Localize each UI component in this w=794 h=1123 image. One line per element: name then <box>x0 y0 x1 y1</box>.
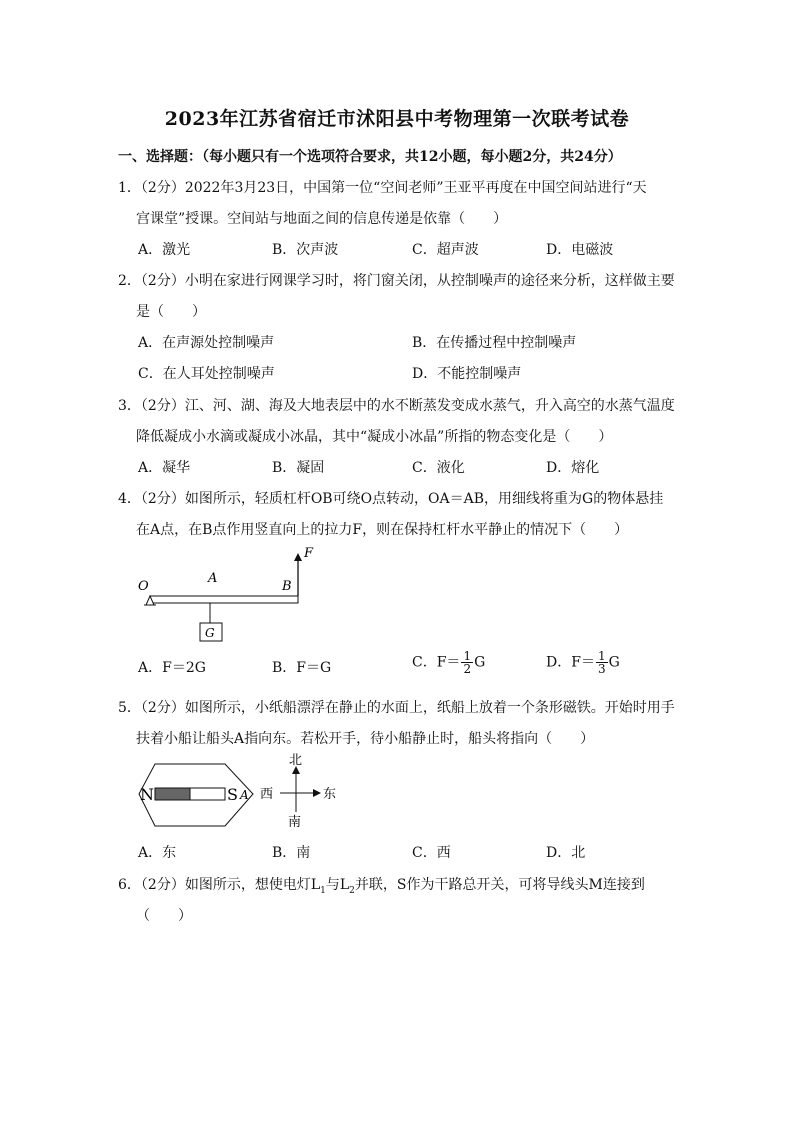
q5-option-d: D．北 <box>546 845 586 861</box>
magnet-light-half <box>190 788 225 800</box>
q2-option-a: A．在声源处控制噪声 <box>138 335 275 351</box>
q4-option-d <box>546 650 620 675</box>
q2-option-b: B．在传播过程中控制噪声 <box>412 335 577 351</box>
label-g: G <box>205 626 215 640</box>
q6-sub-2: 2 <box>349 885 355 896</box>
q1-option-b: B．次声波 <box>272 242 339 258</box>
label-o: O <box>138 579 149 594</box>
boat-compass-figure <box>135 752 350 832</box>
q1-text-line2: 宫课堂”授课。空间站与地面之间的信息传递是依靠（ ） <box>136 211 508 227</box>
lever-bar <box>150 596 298 603</box>
q3-text-line2: 降低凝成小水滴或凝成小冰晶，其中“凝成小冰晶”所指的物态变化是（ ） <box>136 429 613 445</box>
boat-head-label: A <box>240 788 249 802</box>
compass-east-label: 东 <box>323 787 337 802</box>
q6-text-line1 <box>118 874 645 896</box>
magnet-s-label: S <box>227 785 238 804</box>
lever-figure <box>130 545 330 645</box>
q4-option-c-suffix: G <box>474 654 486 671</box>
q4-option-d-prefix: D．F＝ <box>546 654 595 671</box>
q3-option-d: D．熔化 <box>546 460 600 476</box>
label-f: F <box>304 546 314 561</box>
compass-west-label: 西 <box>260 787 274 802</box>
q3-option-c: C．液化 <box>412 460 465 476</box>
q4-option-c-fraction <box>461 650 473 675</box>
q5-text-line1: 5．（2分）如图所示，小纸船漂浮在静止的水面上，纸船上放着一个条形磁铁。开始时用手 <box>118 700 675 716</box>
q3-option-a: A．凝华 <box>138 460 191 476</box>
q2-option-c: C．在人耳处控制噪声 <box>138 366 275 382</box>
q6-text-line2: （ ） <box>136 908 192 924</box>
q4-option-d-denominator: 3 <box>597 662 606 676</box>
q1-option-a: A．激光 <box>138 242 191 258</box>
q2-option-d: D．不能控制噪声 <box>412 366 522 382</box>
q4-option-b: B．F＝G <box>272 660 332 676</box>
q6-sub-1: 1 <box>320 885 326 896</box>
q5-option-b: B．南 <box>272 845 311 861</box>
q4-option-a: A．F＝2G <box>138 660 206 676</box>
q5-option-a: A．东 <box>138 845 177 861</box>
q4-text-line2: 在A点，在B点作用竖直向上的拉力F，则在保持杠杆水平静止的情况下（ ） <box>136 522 629 538</box>
q5-option-c: C．西 <box>412 845 451 861</box>
label-b: B <box>282 579 292 594</box>
q4-option-c-prefix: C．F＝ <box>412 654 461 671</box>
q6-text-part2: 与L <box>325 877 350 893</box>
section-heading: 一、选择题：（每小题只有一个选项符合要求，共12小题，每小题2分，共24分） <box>118 149 622 165</box>
q6-text-part1: 6．（2分）如图所示，想使电灯L <box>118 877 321 893</box>
q4-option-c-numerator: 1 <box>463 649 472 663</box>
q1-text-line1: 1．（2分）2022年3月23日，中国第一位“空间老师”王亚平再度在中国空间站进行“天 <box>118 180 647 196</box>
q3-text-line1: 3．（2分）江、河、湖、海及大地表层中的水不断蒸发变成水蒸气，升入高空的水蒸气温度 <box>118 398 675 414</box>
q6-text-part3: 并联，S作为干路总开关，可将导线头M连接到 <box>354 877 645 893</box>
compass-north-label: 北 <box>289 753 303 768</box>
page-title: 2023年江苏省宿迁市沭阳县中考物理第一次联考试卷 <box>164 108 630 130</box>
q1-option-d: D．电磁波 <box>546 242 614 258</box>
magnet-n-label: N <box>140 785 154 804</box>
q4-text-line1: 4．（2分）如图所示，轻质杠杆OB可绕O点转动，OA＝AB，用细线将重为G的物体悬挂 <box>118 491 664 507</box>
q3-option-b: B．凝固 <box>272 460 325 476</box>
label-a: A <box>208 571 218 586</box>
compass-south-label: 南 <box>288 815 302 830</box>
q4-option-d-numerator: 1 <box>597 649 606 663</box>
q2-text-line1: 2．（2分）小明在家进行网课学习时，将门窗关闭，从控制噪声的途径来分析，这样做主要 <box>118 273 675 289</box>
q5-text-line2: 扶着小船让船头A指向东。若松开手，待小船静止时，船头将指向（ ） <box>136 731 595 747</box>
q4-option-c-denominator: 2 <box>463 662 472 676</box>
magnet-dark-half <box>155 788 190 800</box>
q2-text-line2: 是（ ） <box>136 304 206 320</box>
force-arrowhead <box>294 553 302 561</box>
q4-option-d-fraction <box>596 650 608 675</box>
q1-option-c: C．超声波 <box>412 242 479 258</box>
q4-option-d-suffix: G <box>608 654 620 671</box>
q4-option-c <box>412 650 485 675</box>
compass-east-arrowhead <box>313 789 321 797</box>
